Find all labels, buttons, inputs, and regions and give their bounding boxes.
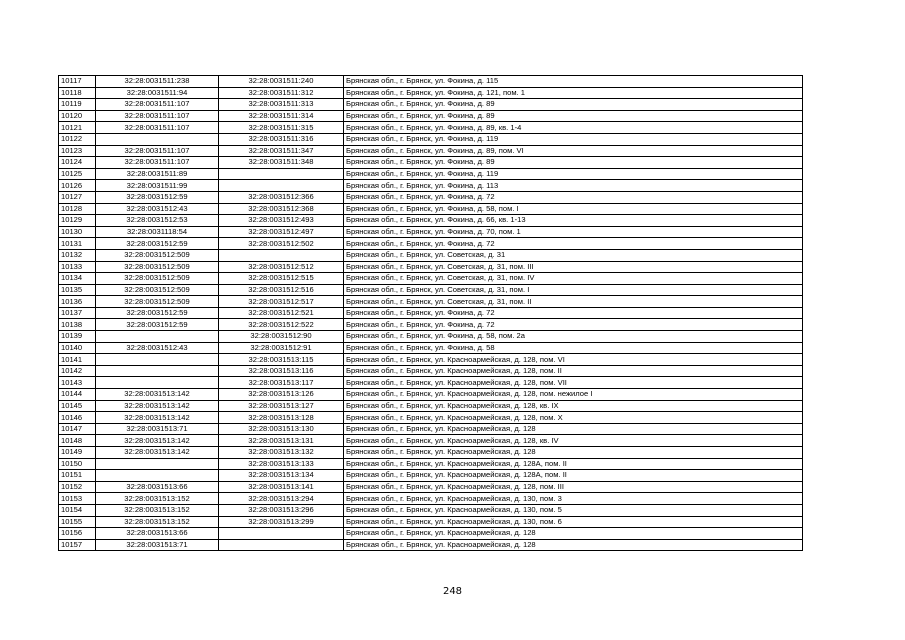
table-row bbox=[59, 331, 803, 343]
parent-cadastral-cell: 32:28:0031511:99 bbox=[96, 180, 219, 192]
address-cell: Брянская обл., г. Брянск, ул. Советская, д. 31, пом. IV bbox=[344, 273, 803, 285]
table-row bbox=[59, 365, 803, 377]
table-row bbox=[59, 354, 803, 366]
table-row bbox=[59, 76, 803, 88]
table-row bbox=[59, 319, 803, 331]
row-number-cell: 10154 bbox=[59, 504, 96, 516]
cadastral-number-cell: 32:28:0031512:515 bbox=[219, 273, 344, 285]
cadastral-number-cell bbox=[219, 528, 344, 540]
address-cell: Брянская обл., г. Брянск, ул. Красноармейская, д. 128, пом. II bbox=[344, 365, 803, 377]
parent-cadastral-cell: 32:28:0031511:94 bbox=[96, 87, 219, 99]
table-row bbox=[59, 504, 803, 516]
address-cell: Брянская обл., г. Брянск, ул. Фокина, д. 70, пом. 1 bbox=[344, 226, 803, 238]
row-number-cell: 10148 bbox=[59, 435, 96, 447]
parent-cadastral-cell: 32:28:0031513:71 bbox=[96, 423, 219, 435]
row-number-cell: 10150 bbox=[59, 458, 96, 470]
parent-cadastral-cell: 32:28:0031511:89 bbox=[96, 168, 219, 180]
parent-cadastral-cell: 32:28:0031513:142 bbox=[96, 435, 219, 447]
parent-cadastral-cell: 32:28:0031513:152 bbox=[96, 504, 219, 516]
row-number-cell: 10133 bbox=[59, 261, 96, 273]
cadastral-number-cell: 32:28:0031513:134 bbox=[219, 470, 344, 482]
table-row bbox=[59, 273, 803, 285]
cadastral-number-cell: 32:28:0031512:368 bbox=[219, 203, 344, 215]
address-cell: Брянская обл., г. Брянск, ул. Красноармейская, д. 130, пом. 3 bbox=[344, 493, 803, 505]
parent-cadastral-cell: 32:28:0031511:107 bbox=[96, 157, 219, 169]
cadastral-number-cell: 32:28:0031512:91 bbox=[219, 342, 344, 354]
cadastral-number-cell: 32:28:0031513:131 bbox=[219, 435, 344, 447]
address-cell: Брянская обл., г. Брянск, ул. Фокина, д. 72 bbox=[344, 191, 803, 203]
parent-cadastral-cell: 32:28:0031511:107 bbox=[96, 110, 219, 122]
table-row bbox=[59, 180, 803, 192]
cadastral-number-cell bbox=[219, 180, 344, 192]
table-row bbox=[59, 389, 803, 401]
table-row bbox=[59, 145, 803, 157]
parent-cadastral-cell: 32:28:0031513:142 bbox=[96, 400, 219, 412]
row-number-cell: 10129 bbox=[59, 215, 96, 227]
address-cell: Брянская обл., г. Брянск, ул. Фокина, д. 58 bbox=[344, 342, 803, 354]
parent-cadastral-cell: 32:28:0031512:53 bbox=[96, 215, 219, 227]
row-number-cell: 10130 bbox=[59, 226, 96, 238]
cadastral-number-cell bbox=[219, 168, 344, 180]
parent-cadastral-cell: 32:28:0031513:152 bbox=[96, 493, 219, 505]
address-cell: Брянская обл., г. Брянск, ул. Красноармейская, д. 128 bbox=[344, 528, 803, 540]
cadastral-number-cell: 32:28:0031512:517 bbox=[219, 296, 344, 308]
row-number-cell: 10135 bbox=[59, 284, 96, 296]
cadastral-number-cell bbox=[219, 249, 344, 261]
parent-cadastral-cell: 32:28:0031511:107 bbox=[96, 122, 219, 134]
cadastral-number-cell: 32:28:0031513:141 bbox=[219, 481, 344, 493]
parent-cadastral-cell: 32:28:0031511:107 bbox=[96, 99, 219, 111]
cadastral-number-cell: 32:28:0031512:512 bbox=[219, 261, 344, 273]
address-cell: Брянская обл., г. Брянск, ул. Фокина, д. 89 bbox=[344, 110, 803, 122]
row-number-cell: 10153 bbox=[59, 493, 96, 505]
parent-cadastral-cell: 32:28:0031118:54 bbox=[96, 226, 219, 238]
parent-cadastral-cell bbox=[96, 470, 219, 482]
table-row bbox=[59, 342, 803, 354]
cadastral-number-cell: 32:28:0031513:296 bbox=[219, 504, 344, 516]
cadastral-number-cell: 32:28:0031512:366 bbox=[219, 191, 344, 203]
table-body bbox=[59, 76, 803, 551]
address-cell: Брянская обл., г. Брянск, ул. Красноармейская, д. 128, пом. нежилое I bbox=[344, 389, 803, 401]
address-cell: Брянская обл., г. Брянск, ул. Фокина, д. 89, кв. 1-4 bbox=[344, 122, 803, 134]
table-row bbox=[59, 87, 803, 99]
parent-cadastral-cell: 32:28:0031513:152 bbox=[96, 516, 219, 528]
cadastral-number-cell: 32:28:0031511:314 bbox=[219, 110, 344, 122]
address-cell: Брянская обл., г. Брянск, ул. Фокина, д. 89 bbox=[344, 157, 803, 169]
row-number-cell: 10143 bbox=[59, 377, 96, 389]
cadastral-number-cell: 32:28:0031512:516 bbox=[219, 284, 344, 296]
cadastral-number-cell bbox=[219, 539, 344, 551]
cadastral-number-cell: 32:28:0031512:497 bbox=[219, 226, 344, 238]
row-number-cell: 10151 bbox=[59, 470, 96, 482]
cadastral-number-cell: 32:28:0031512:90 bbox=[219, 331, 344, 343]
cadastral-table bbox=[58, 75, 803, 551]
address-cell: Брянская обл., г. Брянск, ул. Фокина, д. 58, пом. 2а bbox=[344, 331, 803, 343]
table-row bbox=[59, 377, 803, 389]
address-cell: Брянская обл., г. Брянск, ул. Фокина, д. 89 bbox=[344, 99, 803, 111]
parent-cadastral-cell: 32:28:0031511:238 bbox=[96, 76, 219, 88]
table-row bbox=[59, 249, 803, 261]
cadastral-number-cell: 32:28:0031511:348 bbox=[219, 157, 344, 169]
row-number-cell: 10132 bbox=[59, 249, 96, 261]
parent-cadastral-cell: 32:28:0031512:59 bbox=[96, 307, 219, 319]
address-cell: Брянская обл., г. Брянск, ул. Фокина, д. 72 bbox=[344, 307, 803, 319]
parent-cadastral-cell: 32:28:0031512:43 bbox=[96, 342, 219, 354]
cadastral-number-cell: 32:28:0031513:117 bbox=[219, 377, 344, 389]
cadastral-number-cell: 32:28:0031513:133 bbox=[219, 458, 344, 470]
table-row bbox=[59, 168, 803, 180]
row-number-cell: 10139 bbox=[59, 331, 96, 343]
parent-cadastral-cell: 32:28:0031513:142 bbox=[96, 412, 219, 424]
table-row bbox=[59, 110, 803, 122]
row-number-cell: 10137 bbox=[59, 307, 96, 319]
table-row bbox=[59, 423, 803, 435]
row-number-cell: 10122 bbox=[59, 133, 96, 145]
address-cell: Брянская обл., г. Брянск, ул. Красноармейская, д. 128А, пом. II bbox=[344, 470, 803, 482]
row-number-cell: 10146 bbox=[59, 412, 96, 424]
table-row bbox=[59, 203, 803, 215]
cadastral-number-cell: 32:28:0031513:126 bbox=[219, 389, 344, 401]
address-cell: Брянская обл., г. Брянск, ул. Красноармейская, д. 128, пом. VII bbox=[344, 377, 803, 389]
row-number-cell: 10126 bbox=[59, 180, 96, 192]
address-cell: Брянская обл., г. Брянск, ул. Фокина, д. 121, пом. 1 bbox=[344, 87, 803, 99]
row-number-cell: 10145 bbox=[59, 400, 96, 412]
row-number-cell: 10142 bbox=[59, 365, 96, 377]
table-row bbox=[59, 539, 803, 551]
parent-cadastral-cell bbox=[96, 331, 219, 343]
parent-cadastral-cell: 32:28:0031513:71 bbox=[96, 539, 219, 551]
row-number-cell: 10155 bbox=[59, 516, 96, 528]
row-number-cell: 10124 bbox=[59, 157, 96, 169]
row-number-cell: 10120 bbox=[59, 110, 96, 122]
row-number-cell: 10123 bbox=[59, 145, 96, 157]
row-number-cell: 10156 bbox=[59, 528, 96, 540]
cadastral-number-cell: 32:28:0031512:522 bbox=[219, 319, 344, 331]
table-row bbox=[59, 516, 803, 528]
row-number-cell: 10119 bbox=[59, 99, 96, 111]
cadastral-number-cell: 32:28:0031513:299 bbox=[219, 516, 344, 528]
table-row bbox=[59, 435, 803, 447]
parent-cadastral-cell: 32:28:0031512:509 bbox=[96, 284, 219, 296]
parent-cadastral-cell bbox=[96, 377, 219, 389]
row-number-cell: 10147 bbox=[59, 423, 96, 435]
address-cell: Брянская обл., г. Брянск, ул. Советская, д. 31 bbox=[344, 249, 803, 261]
table-row bbox=[59, 470, 803, 482]
parent-cadastral-cell: 32:28:0031512:509 bbox=[96, 273, 219, 285]
row-number-cell: 10140 bbox=[59, 342, 96, 354]
cadastral-number-cell: 32:28:0031512:493 bbox=[219, 215, 344, 227]
cadastral-number-cell: 32:28:0031513:115 bbox=[219, 354, 344, 366]
table-row bbox=[59, 447, 803, 459]
address-cell: Брянская обл., г. Брянск, ул. Фокина, д. 89, пом. VI bbox=[344, 145, 803, 157]
row-number-cell: 10134 bbox=[59, 273, 96, 285]
cadastral-number-cell: 32:28:0031511:312 bbox=[219, 87, 344, 99]
table-row bbox=[59, 133, 803, 145]
table-row bbox=[59, 122, 803, 134]
parent-cadastral-cell: 32:28:0031513:142 bbox=[96, 389, 219, 401]
address-cell: Брянская обл., г. Брянск, ул. Фокина, д. 119 bbox=[344, 133, 803, 145]
address-cell: Брянская обл., г. Брянск, ул. Фокина, д. 119 bbox=[344, 168, 803, 180]
table-row bbox=[59, 226, 803, 238]
parent-cadastral-cell: 32:28:0031512:59 bbox=[96, 238, 219, 250]
address-cell: Брянская обл., г. Брянск, ул. Красноармейская, д. 130, пом. 6 bbox=[344, 516, 803, 528]
cadastral-number-cell: 32:28:0031513:130 bbox=[219, 423, 344, 435]
address-cell: Брянская обл., г. Брянск, ул. Красноармейская, д. 128, пом. III bbox=[344, 481, 803, 493]
table-row bbox=[59, 157, 803, 169]
address-cell: Брянская обл., г. Брянск, ул. Фокина, д. 58, пом. I bbox=[344, 203, 803, 215]
row-number-cell: 10136 bbox=[59, 296, 96, 308]
address-cell: Брянская обл., г. Брянск, ул. Красноармейская, д. 128, пом. VI bbox=[344, 354, 803, 366]
row-number-cell: 10152 bbox=[59, 481, 96, 493]
parent-cadastral-cell: 32:28:0031512:509 bbox=[96, 261, 219, 273]
row-number-cell: 10125 bbox=[59, 168, 96, 180]
address-cell: Брянская обл., г. Брянск, ул. Красноармейская, д. 128 bbox=[344, 539, 803, 551]
row-number-cell: 10118 bbox=[59, 87, 96, 99]
cadastral-number-cell: 32:28:0031511:240 bbox=[219, 76, 344, 88]
parent-cadastral-cell: 32:28:0031512:59 bbox=[96, 191, 219, 203]
cadastral-number-cell: 32:28:0031511:347 bbox=[219, 145, 344, 157]
table-row bbox=[59, 528, 803, 540]
row-number-cell: 10144 bbox=[59, 389, 96, 401]
parent-cadastral-cell: 32:28:0031512:509 bbox=[96, 249, 219, 261]
row-number-cell: 10141 bbox=[59, 354, 96, 366]
cadastral-number-cell: 32:28:0031512:521 bbox=[219, 307, 344, 319]
parent-cadastral-cell bbox=[96, 365, 219, 377]
parent-cadastral-cell: 32:28:0031513:66 bbox=[96, 481, 219, 493]
address-cell: Брянская обл., г. Брянск, ул. Советская, д. 31, пом. I bbox=[344, 284, 803, 296]
table-row bbox=[59, 284, 803, 296]
address-cell: Брянская обл., г. Брянск, ул. Фокина, д. 66, кв. 1-13 bbox=[344, 215, 803, 227]
row-number-cell: 10128 bbox=[59, 203, 96, 215]
table-row bbox=[59, 400, 803, 412]
table-row bbox=[59, 412, 803, 424]
address-cell: Брянская обл., г. Брянск, ул. Фокина, д. 72 bbox=[344, 319, 803, 331]
parent-cadastral-cell: 32:28:0031512:59 bbox=[96, 319, 219, 331]
parent-cadastral-cell bbox=[96, 354, 219, 366]
table-row bbox=[59, 238, 803, 250]
address-cell: Брянская обл., г. Брянск, ул. Советская, д. 31, пом. II bbox=[344, 296, 803, 308]
cadastral-number-cell: 32:28:0031513:128 bbox=[219, 412, 344, 424]
parent-cadastral-cell bbox=[96, 133, 219, 145]
address-cell: Брянская обл., г. Брянск, ул. Красноармейская, д. 128 bbox=[344, 423, 803, 435]
row-number-cell: 10157 bbox=[59, 539, 96, 551]
address-cell: Брянская обл., г. Брянск, ул. Фокина, д. 115 bbox=[344, 76, 803, 88]
table-row bbox=[59, 261, 803, 273]
row-number-cell: 10149 bbox=[59, 447, 96, 459]
table-row bbox=[59, 191, 803, 203]
parent-cadastral-cell: 32:28:0031513:66 bbox=[96, 528, 219, 540]
address-cell: Брянская обл., г. Брянск, ул. Красноармейская, д. 128, кв. IV bbox=[344, 435, 803, 447]
page-number: 248 bbox=[442, 586, 463, 597]
cadastral-number-cell: 32:28:0031513:132 bbox=[219, 447, 344, 459]
cadastral-number-cell: 32:28:0031511:315 bbox=[219, 122, 344, 134]
row-number-cell: 10121 bbox=[59, 122, 96, 134]
address-cell: Брянская обл., г. Брянск, ул. Советская, д. 31, пом. III bbox=[344, 261, 803, 273]
parent-cadastral-cell: 32:28:0031512:43 bbox=[96, 203, 219, 215]
cadastral-number-cell: 32:28:0031511:316 bbox=[219, 133, 344, 145]
address-cell: Брянская обл., г. Брянск, ул. Красноармейская, д. 128, пом. X bbox=[344, 412, 803, 424]
address-cell: Брянская обл., г. Брянск, ул. Красноармейская, д. 130, пом. 5 bbox=[344, 504, 803, 516]
table-row bbox=[59, 493, 803, 505]
table-row bbox=[59, 458, 803, 470]
table-row bbox=[59, 296, 803, 308]
parent-cadastral-cell: 32:28:0031513:142 bbox=[96, 447, 219, 459]
cadastral-number-cell: 32:28:0031513:294 bbox=[219, 493, 344, 505]
table-row bbox=[59, 99, 803, 111]
address-cell: Брянская обл., г. Брянск, ул. Фокина, д. 113 bbox=[344, 180, 803, 192]
cadastral-number-cell: 32:28:0031513:116 bbox=[219, 365, 344, 377]
row-number-cell: 10138 bbox=[59, 319, 96, 331]
cadastral-number-cell: 32:28:0031511:313 bbox=[219, 99, 344, 111]
parent-cadastral-cell: 32:28:0031511:107 bbox=[96, 145, 219, 157]
address-cell: Брянская обл., г. Брянск, ул. Фокина, д. 72 bbox=[344, 238, 803, 250]
address-cell: Брянская обл., г. Брянск, ул. Красноармейская, д. 128, кв. IX bbox=[344, 400, 803, 412]
cadastral-number-cell: 32:28:0031513:127 bbox=[219, 400, 344, 412]
row-number-cell: 10127 bbox=[59, 191, 96, 203]
table-row bbox=[59, 307, 803, 319]
address-cell: Брянская обл., г. Брянск, ул. Красноармейская, д. 128А, пом. II bbox=[344, 458, 803, 470]
table-row bbox=[59, 215, 803, 227]
address-cell: Брянская обл., г. Брянск, ул. Красноармейская, д. 128 bbox=[344, 447, 803, 459]
cadastral-number-cell: 32:28:0031512:502 bbox=[219, 238, 344, 250]
parent-cadastral-cell: 32:28:0031512:509 bbox=[96, 296, 219, 308]
row-number-cell: 10117 bbox=[59, 76, 96, 88]
parent-cadastral-cell bbox=[96, 458, 219, 470]
table-row bbox=[59, 481, 803, 493]
row-number-cell: 10131 bbox=[59, 238, 96, 250]
